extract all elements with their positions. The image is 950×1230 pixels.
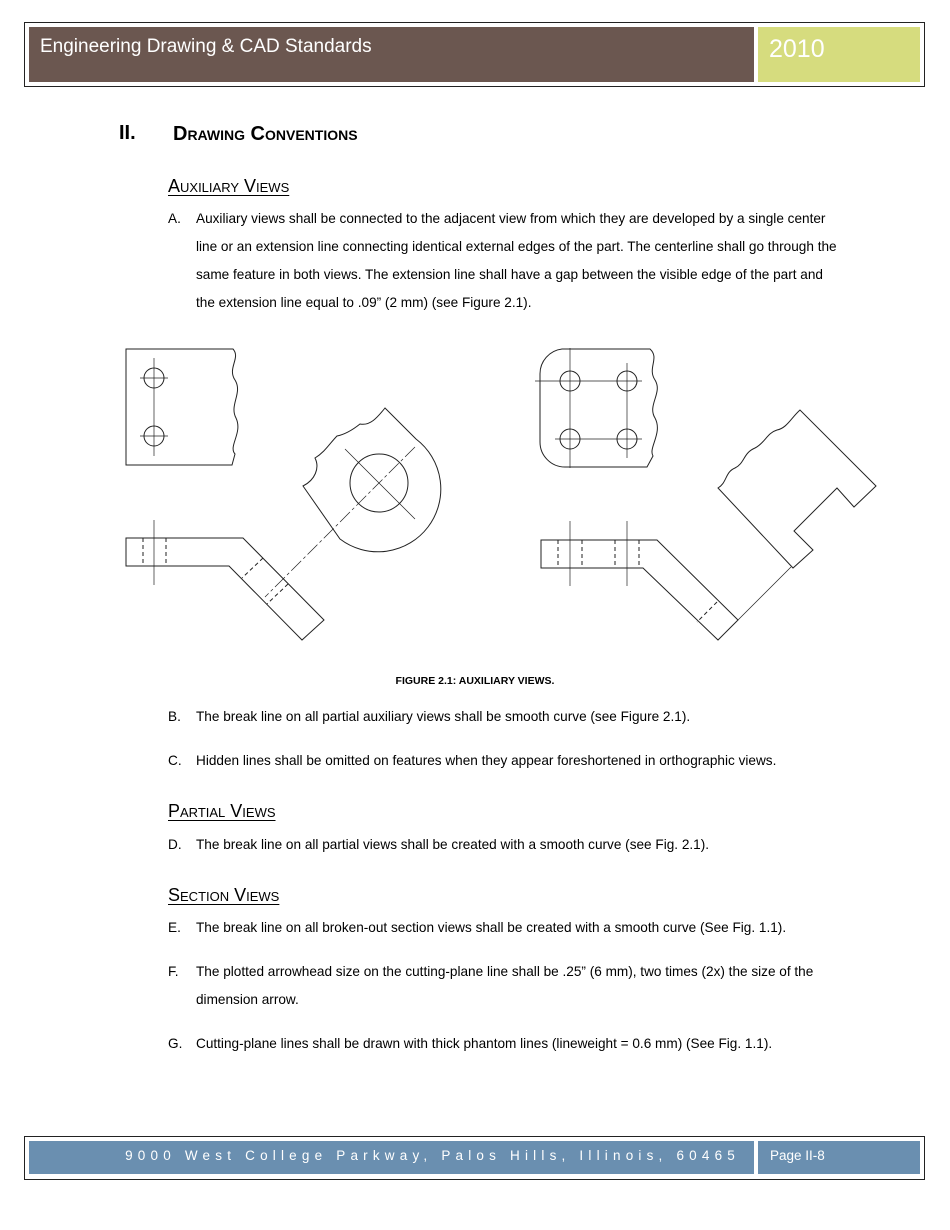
left-auxiliary-view: [265, 408, 441, 597]
right-front-view: [541, 521, 791, 640]
list-item-g: [168, 1030, 838, 1058]
item-letter: F.: [168, 964, 179, 979]
item-letter: G.: [168, 1036, 183, 1051]
subsection-auxiliary-views: Auxiliary Views: [168, 176, 290, 196]
item-letter: A.: [168, 211, 181, 226]
section-number: II.: [119, 122, 136, 144]
list-item-a: [168, 205, 838, 317]
left-partial-top-view: [126, 349, 238, 465]
subsection-section-views: Section Views: [168, 885, 280, 905]
item-letter: D.: [168, 837, 182, 852]
auxiliary-views-figure: [115, 338, 885, 648]
list-item-c: [168, 747, 838, 775]
header-year: 2010: [758, 27, 920, 82]
item-text: The break line on all partial auxiliary views shall be smooth curve (see Figure 2.1).: [196, 709, 691, 724]
section-title: Drawing Conventions: [173, 123, 358, 145]
item-text: Hidden lines shall be omitted on features when they appear foreshortened in orthographic views.: [196, 753, 777, 768]
right-auxiliary-view: [718, 410, 876, 568]
item-text: Cutting-plane lines shall be drawn with thick phantom lines (lineweight = 0.6 mm) (See Fig. 1.1).: [196, 1036, 773, 1051]
list-item-d: [168, 831, 838, 859]
list-item-b: [168, 703, 838, 731]
right-partial-top-view: [535, 348, 657, 468]
list-item-e: [168, 914, 838, 942]
item-text: The plotted arrowhead size on the cutting-plane line shall be .25” (6 mm), two times (2x) the size of the dimension arrow.: [196, 964, 814, 1007]
left-front-view: [126, 520, 324, 640]
subsection-partial-views: Partial Views: [168, 801, 276, 821]
item-text: The break line on all broken-out section views shall be created with a smooth curve (See Fig. 1.1).: [196, 920, 787, 935]
footer-page-number: Page II-8: [758, 1141, 920, 1174]
footer-address: 9000 West College Parkway, Palos Hills, Illinois, 60465: [29, 1141, 754, 1174]
figure-caption: FIGURE 2.1: AUXILIARY VIEWS.: [395, 675, 555, 687]
item-letter: E.: [168, 920, 181, 935]
item-letter: C.: [168, 753, 182, 768]
item-letter: B.: [168, 709, 181, 724]
item-text: Auxiliary views shall be connected to the adjacent view from which they are developed by a single center line or an extension line connecting identical external edges of the part. The centerline shall go through the same feature in both views. The extension line shall have a gap between the visible edge of the part and the extension line equal to .09” (2 mm) (see Figure 2.1).: [196, 211, 837, 310]
list-item-f: [168, 958, 838, 1014]
header-title: Engineering Drawing & CAD Standards: [29, 27, 754, 82]
item-text: The break line on all partial views shall be created with a smooth curve (see Fig. 2.1).: [196, 837, 710, 852]
